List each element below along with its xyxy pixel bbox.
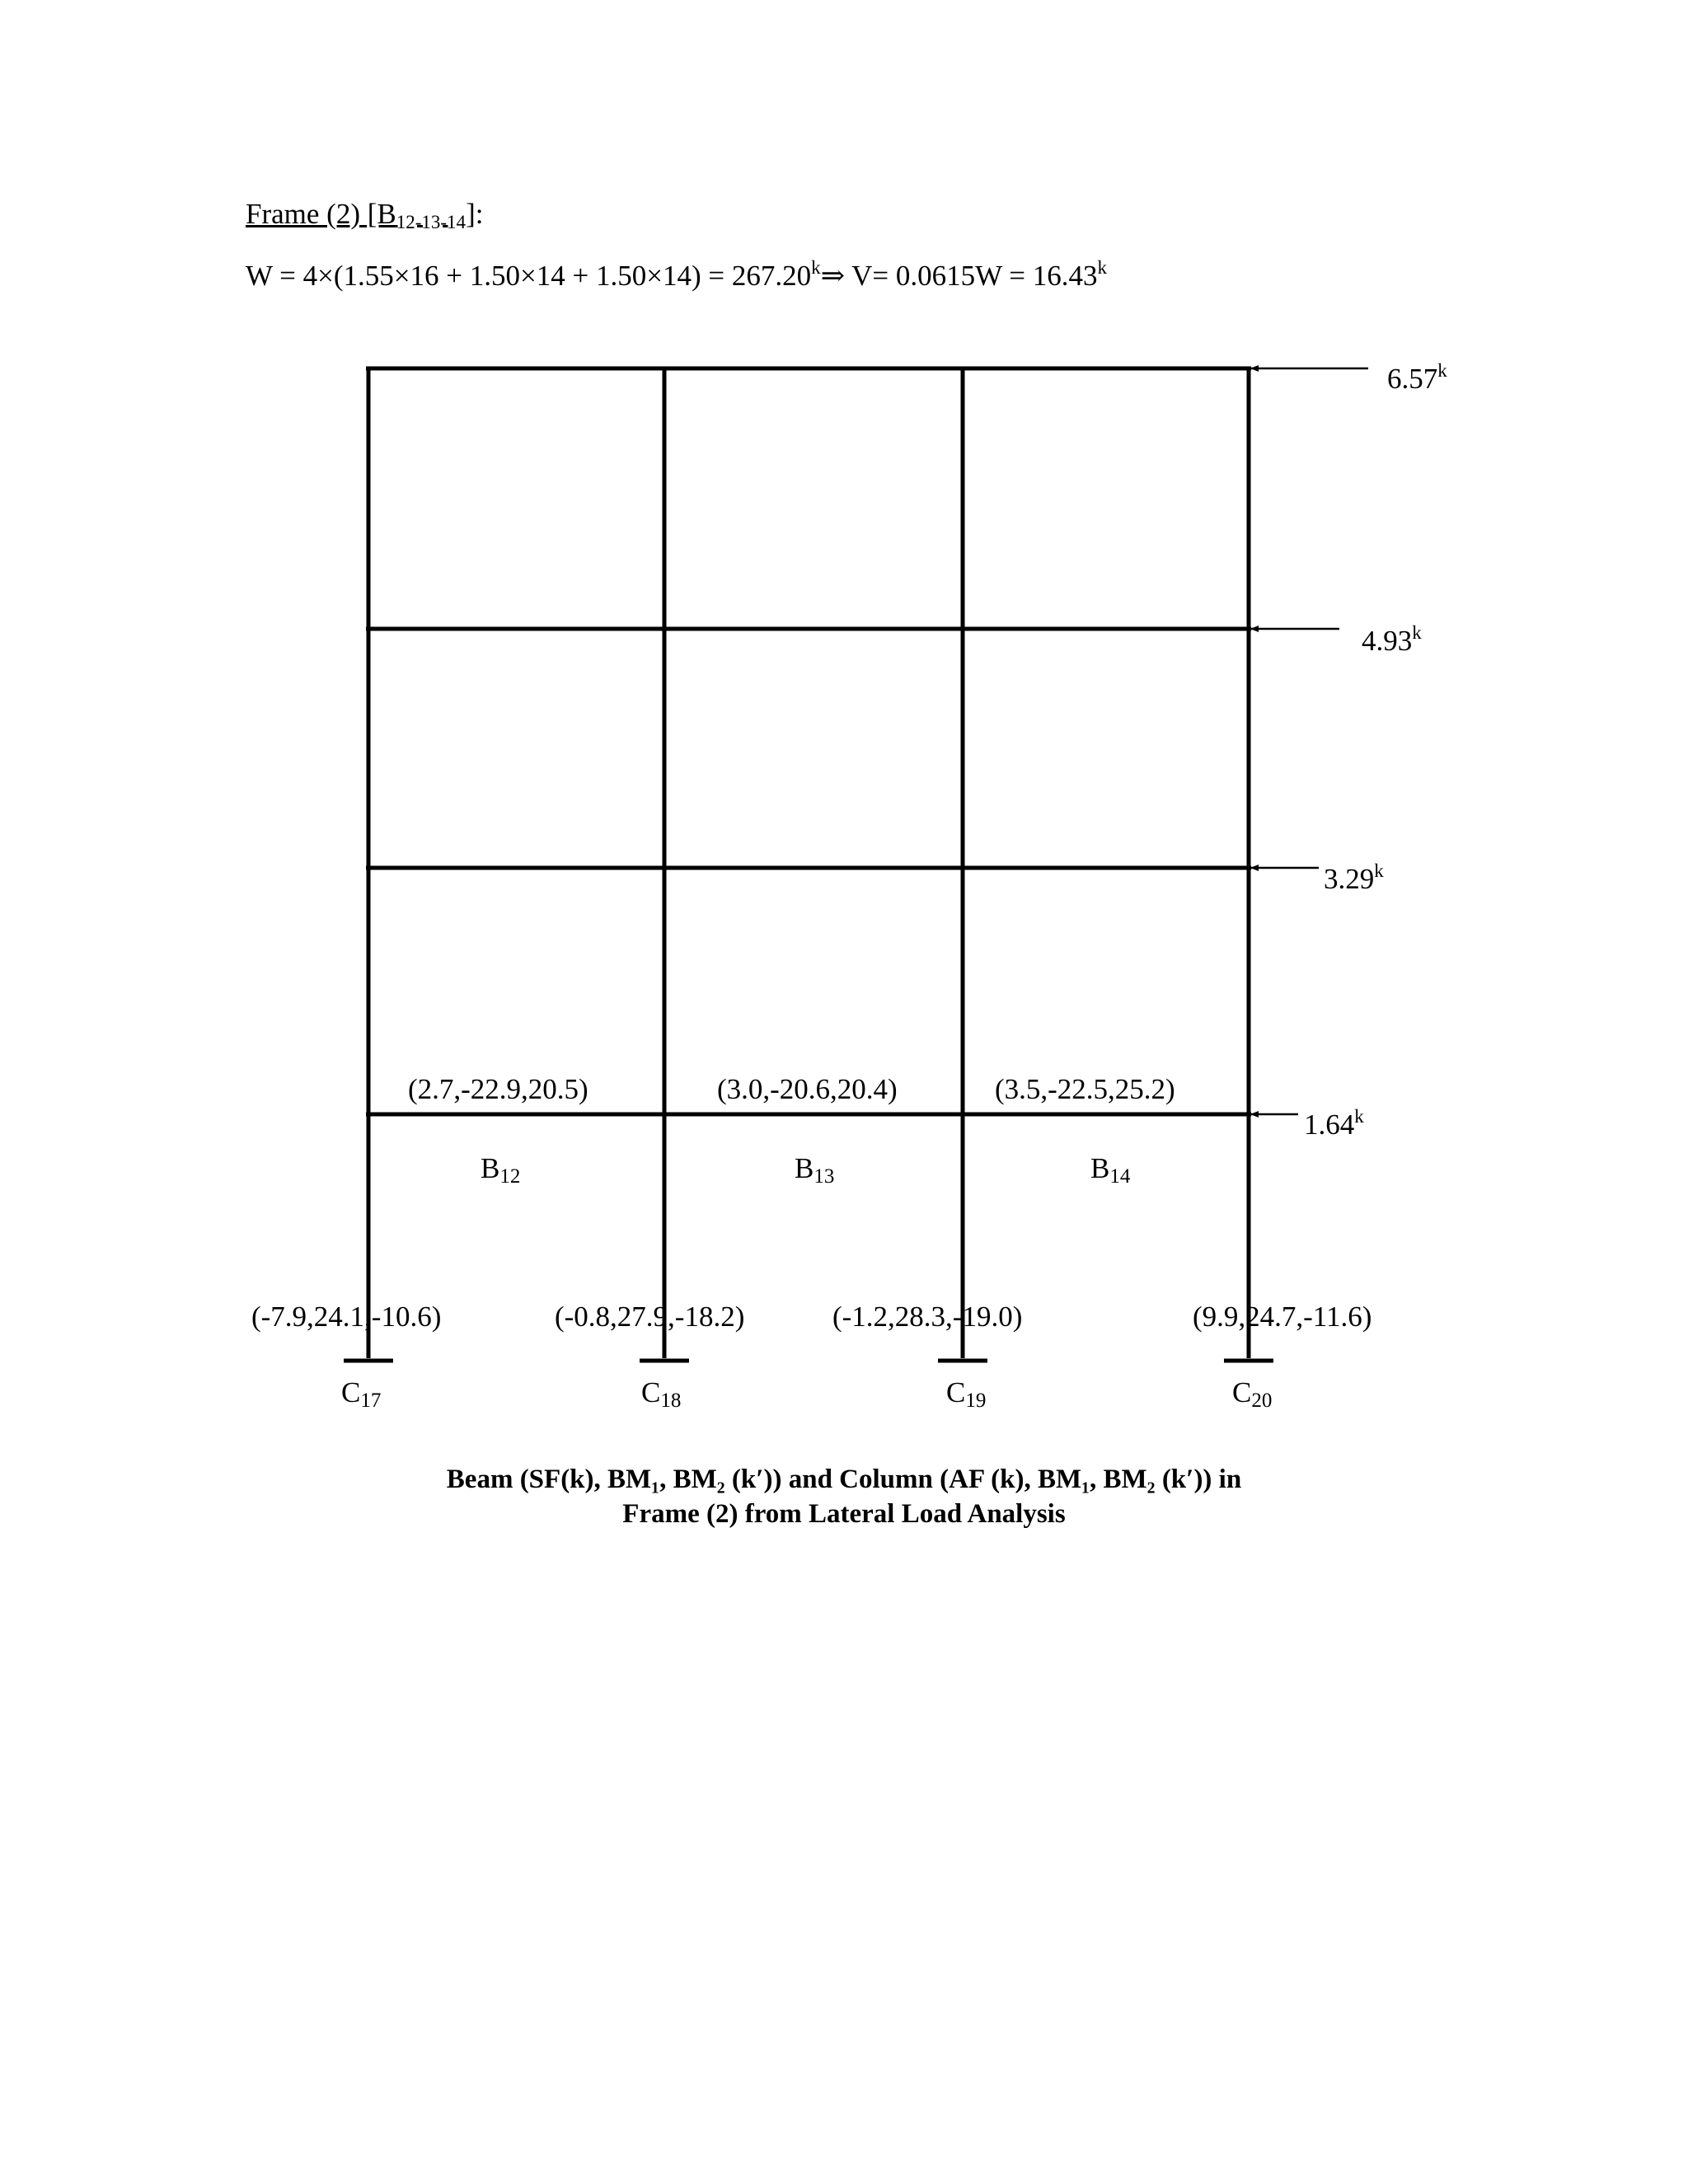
- figure-caption: [0, 1462, 1688, 1531]
- column-forces-c20: (9.9,24.7,-11.6): [1193, 1301, 1372, 1333]
- beam-label-b12: $B_{12}$: [481, 1152, 521, 1188]
- column-forces-c18: (-0.8,27.9,-18.2): [555, 1301, 745, 1333]
- caption-line-2: Frame (2) from Lateral Load Analysis: [622, 1499, 1066, 1529]
- beam-label-b13: $B_{13}$: [795, 1152, 835, 1188]
- column-label-c20: $C_{20}$: [1232, 1376, 1273, 1412]
- beam-forces-b13: (3.0,-20.6,20.4): [717, 1073, 898, 1105]
- load-label-third: 4.93$^k$: [1362, 622, 1422, 657]
- caption-line-1: Beam (SF(k), BM₁, BM₂ (k′)) and Column (AF (k), BM₁, BM₂ (k′)) in: [446, 1465, 1242, 1494]
- load-label-first: 1.64$^k$: [1304, 1106, 1364, 1141]
- load-label-second: 3.29$^k$: [1324, 860, 1384, 895]
- heading-text: Frame (2) $[B_{12-13-14}]$: [246, 198, 476, 232]
- load-label-roof: 6.57$^k$: [1387, 360, 1447, 395]
- column-forces-c17: (-7.9,24.1,-10.6): [251, 1301, 442, 1333]
- beam-forces-b12: (2.7,-22.9,20.5): [408, 1073, 588, 1105]
- beam-label-b14: $B_{14}$: [1090, 1152, 1131, 1188]
- column-label-c17: $C_{17}$: [341, 1376, 382, 1412]
- column-label-c19: $C_{19}$: [946, 1376, 987, 1412]
- column-label-c18: $C_{18}$: [641, 1376, 682, 1412]
- weight-shear-equation: $W = 4\times(1.55\times 16 + 1.50\times 14 + 1.50\times 14) = 267.20^k\Rightarrow$ $V= 0.0615W = 16.43^k$: [246, 257, 1107, 292]
- beam-forces-b14: (3.5,-22.5,25.2): [995, 1073, 1175, 1105]
- heading-subscript: 12-13-14: [396, 212, 467, 232]
- column-forces-c19: (-1.2,28.3,-19.0): [832, 1301, 1023, 1333]
- heading-colon: :: [475, 198, 484, 230]
